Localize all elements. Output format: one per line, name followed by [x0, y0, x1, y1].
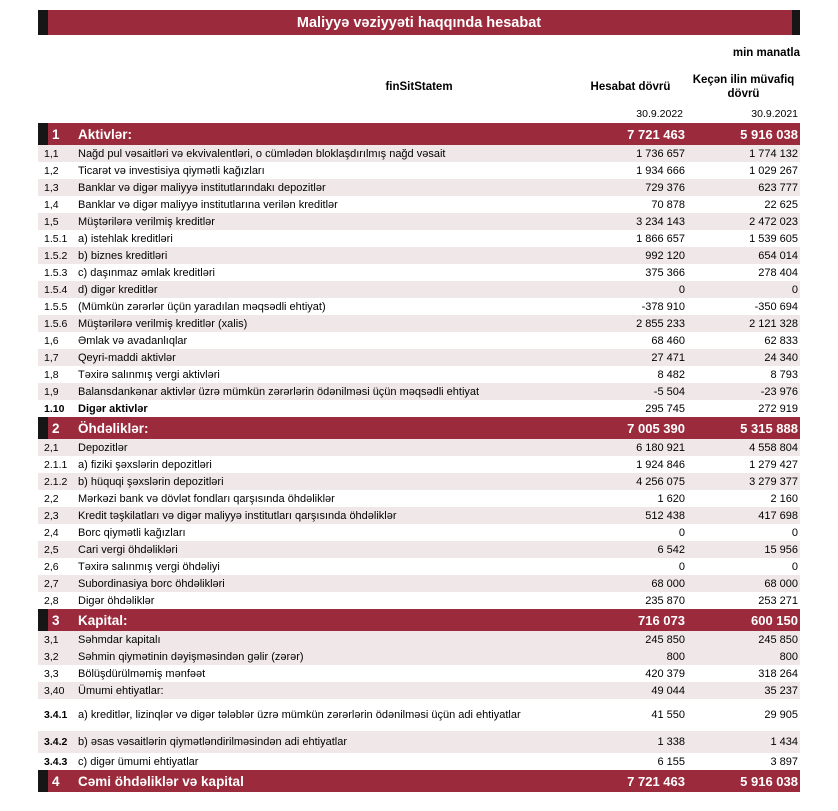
section-total-current: 7 005 390	[627, 420, 685, 436]
section-header-4	[38, 770, 800, 792]
table-row-1,7	[38, 349, 800, 366]
row-value-current: -5 504	[653, 385, 685, 398]
row-number: 3.4.2	[44, 736, 68, 748]
row-value-prior: 623 777	[758, 181, 798, 194]
row-value-current: 70 878	[651, 198, 685, 211]
row-value-current: 6 542	[657, 543, 685, 556]
row-number: 2.1.2	[44, 475, 68, 488]
section-total-prior: 5 315 888	[740, 420, 798, 436]
row-label: Nağd pul vəsaitləri və ekvivalentləri, o cümlədən bloklaşdırılmış nağd vəsait	[78, 147, 446, 160]
report-title: Maliyyə vəziyyəti haqqında hesabat	[296, 14, 542, 31]
row-number: 3,3	[44, 667, 59, 680]
row-value-prior: 245 850	[758, 633, 798, 646]
table-row-2,2	[38, 490, 800, 507]
row-label: c) digər ümumi ehtiyatlar	[78, 755, 199, 768]
section-total-current: 716 073	[638, 612, 685, 628]
form-code: finSitStatem	[385, 81, 453, 93]
row-value-prior: 1 279 427	[749, 458, 798, 471]
row-number: 1,4	[44, 198, 59, 211]
section-total-prior: 600 150	[751, 612, 798, 628]
row-number: 3,2	[44, 650, 59, 663]
row-value-current: 1 620	[657, 492, 685, 505]
row-number: 1,6	[44, 334, 59, 347]
row-value-prior: 0	[791, 526, 798, 539]
table-row-3.4.3	[38, 753, 800, 770]
row-value-prior: 0	[791, 283, 798, 296]
row-number: 3,1	[44, 633, 59, 646]
row-value-prior: 15 956	[764, 543, 798, 556]
row-number: 1.5.3	[44, 266, 68, 279]
row-label: Ticarət və investisiya qiymətli kağızları	[78, 164, 265, 177]
row-label: Ümumi ehtiyatlar:	[78, 684, 164, 697]
row-number: 2,3	[44, 509, 59, 522]
row-number: 2,2	[44, 492, 59, 505]
table-row-3.4.2	[38, 731, 800, 753]
row-number: 3,40	[44, 684, 65, 697]
row-number: 1.5.6	[44, 317, 68, 330]
row-value-prior: 2 472 023	[749, 215, 798, 228]
row-value-prior: 654 014	[758, 249, 798, 262]
table-row-1,9	[38, 383, 800, 400]
table-row-2,6	[38, 558, 800, 575]
section-header-3	[38, 609, 800, 631]
row-value-prior: 417 698	[758, 509, 798, 522]
table-row-1.5.1	[38, 230, 800, 247]
row-label: Balansdankənar aktivlər üzrə mümkün zərərlərin ödənilməsi üçün məqsədli ehtiyat	[78, 385, 480, 398]
row-value-current: 2 855 233	[636, 317, 685, 330]
section-header-1	[38, 123, 800, 145]
row-value-current: 245 850	[645, 633, 685, 646]
section-header-2	[38, 417, 800, 439]
row-number: 2,4	[44, 526, 59, 539]
row-value-current: 1 736 657	[636, 147, 685, 160]
row-value-current: 68 000	[651, 577, 685, 590]
table-row-2,5	[38, 541, 800, 558]
row-value-current: 1 866 657	[636, 232, 685, 245]
row-number: 1,8	[44, 368, 59, 381]
row-number: 1,1	[44, 147, 59, 160]
row-value-prior: 29 905	[764, 709, 798, 721]
row-number: 3.4.3	[44, 755, 68, 768]
row-value-prior: 3 279 377	[749, 475, 798, 488]
row-number: 1.5.2	[44, 249, 68, 262]
row-label: Qeyri-maddi aktivlər	[78, 351, 176, 364]
section-title: Cəmi öhdəliklər və kapital	[78, 773, 244, 789]
row-label: Müştərilərə verilmiş kreditlər	[78, 215, 215, 228]
section-total-current: 7 721 463	[627, 773, 685, 789]
report-title-bar	[38, 10, 800, 35]
row-value-current: 6 180 921	[636, 441, 685, 454]
row-number: 2,6	[44, 560, 59, 573]
row-value-current: 295 745	[645, 402, 685, 415]
table-row-3,1	[38, 631, 800, 648]
row-value-current: 235 870	[645, 594, 685, 607]
row-value-current: 49 044	[651, 684, 685, 697]
row-number: 1.5.1	[44, 232, 68, 245]
table-row-1.5.5	[38, 298, 800, 315]
row-value-current: 1 934 666	[636, 164, 685, 177]
row-value-prior: 8 793	[770, 368, 798, 381]
row-value-prior: 318 264	[758, 667, 798, 680]
row-value-current: 1 338	[657, 736, 685, 748]
table-row-2,1	[38, 439, 800, 456]
row-value-current: 68 460	[651, 334, 685, 347]
row-value-current: -378 910	[641, 300, 685, 313]
section-title: Kapital:	[78, 612, 128, 628]
row-label: Banklar və digər maliyyə institutlarına verilən kreditlər	[78, 198, 338, 211]
section-number: 1	[52, 126, 60, 142]
row-value-current: 0	[678, 283, 685, 296]
row-label: Müştərilərə verilmiş kreditlər (xalis)	[78, 317, 248, 330]
row-value-current: 729 376	[645, 181, 685, 194]
section-number: 2	[52, 420, 60, 436]
row-number: 1,7	[44, 351, 59, 364]
row-number: 2,5	[44, 543, 59, 556]
table-row-1,1	[38, 145, 800, 162]
unit-label: min manatla	[732, 47, 800, 59]
row-label: b) hüquqi şəxslərin depozitləri	[78, 475, 224, 488]
row-label: Banklar və digər maliyyə institutlarındakı depozitlər	[78, 181, 326, 194]
row-label: Təxirə salınmış vergi öhdəliyi	[78, 560, 220, 573]
section-title: Öhdəliklər:	[78, 420, 149, 436]
row-value-current: 512 438	[645, 509, 685, 522]
row-value-prior: 253 271	[758, 594, 798, 607]
table-row-1.10	[38, 400, 800, 417]
row-number: 1,5	[44, 215, 59, 228]
row-number: 2,7	[44, 577, 59, 590]
row-number: 1,2	[44, 164, 59, 177]
row-label: Digər öhdəliklər	[78, 594, 155, 607]
table-row-2.1.2	[38, 473, 800, 490]
row-label: Mərkəzi bank və dövlət fondları qarşısında öhdəliklər	[78, 492, 335, 505]
section-title: Aktivlər:	[78, 126, 133, 142]
row-label: Borc qiymətli kağızları	[78, 526, 186, 539]
current-period-date: 30.9.2022	[636, 108, 683, 120]
row-number: 3.4.1	[44, 709, 68, 721]
table-row-2,4	[38, 524, 800, 541]
row-label: Təxirə salınmış vergi aktivləri	[78, 368, 220, 381]
table-row-2,8	[38, 592, 800, 609]
row-number: 1,9	[44, 385, 59, 398]
row-number: 2,8	[44, 594, 59, 607]
section-total-prior: 5 916 038	[740, 126, 798, 142]
row-value-current: 41 550	[651, 709, 685, 721]
table-row-1,6	[38, 332, 800, 349]
row-value-prior: 1 774 132	[749, 147, 798, 160]
row-label: Səhmin qiymətinin dəyişməsindən gəlir (zərər)	[78, 650, 304, 663]
row-value-prior: 0	[791, 560, 798, 573]
table-row-2.1.1	[38, 456, 800, 473]
row-value-prior: 1 029 267	[749, 164, 798, 177]
row-value-current: 3 234 143	[636, 215, 685, 228]
row-number: 1.5.5	[44, 300, 68, 313]
row-value-prior: -350 694	[754, 300, 798, 313]
table-row-3,2	[38, 648, 800, 665]
row-value-prior: 35 237	[764, 684, 798, 697]
row-value-prior: 4 558 804	[749, 441, 798, 454]
row-value-prior: 3 897	[770, 755, 798, 768]
row-value-prior: -23 976	[760, 385, 798, 398]
row-label: b) biznes kreditləri	[78, 249, 168, 262]
row-value-current: 1 924 846	[636, 458, 685, 471]
row-label: Kredit təşkilatları və digər maliyyə institutları qarşısında öhdəliklər	[78, 509, 397, 522]
table-row-3,40	[38, 682, 800, 699]
section-total-current: 7 721 463	[627, 126, 685, 142]
row-label: a) fiziki şəxslərin depozitləri	[78, 458, 212, 471]
table-row-1.5.4	[38, 281, 800, 298]
row-label: Subordinasiya borc öhdəlikləri	[78, 577, 225, 590]
row-value-prior: 24 340	[764, 351, 798, 364]
row-value-prior: 2 121 328	[749, 317, 798, 330]
row-label: b) əsas vəsaitlərin qiymətləndirilməsindən adi ehtiyatlar	[78, 736, 348, 748]
table-row-1,8	[38, 366, 800, 383]
table-row-1.5.2	[38, 247, 800, 264]
row-label: Bölüşdürülməmiş mənfəət	[78, 667, 206, 680]
row-value-current: 0	[678, 526, 685, 539]
row-number: 1.10	[44, 402, 65, 415]
row-value-prior: 1 539 605	[749, 232, 798, 245]
table-row-1.5.3	[38, 264, 800, 281]
row-label: Depozitlər	[78, 441, 128, 454]
row-value-current: 0	[678, 560, 685, 573]
table-row-2,3	[38, 507, 800, 524]
row-value-prior: 62 833	[764, 334, 798, 347]
row-number: 2.1.1	[44, 458, 68, 471]
table-row-1,3	[38, 179, 800, 196]
table-row-1,2	[38, 162, 800, 179]
row-label: d) digər kreditlər	[78, 283, 158, 296]
table-row-1,5	[38, 213, 800, 230]
row-value-prior: 278 404	[758, 266, 798, 279]
prior-period-header: Keçən ilin müvafiq dövrü	[692, 73, 795, 100]
column-header-row	[38, 66, 800, 108]
section-number: 3	[52, 612, 60, 628]
row-value-prior: 2 160	[770, 492, 798, 505]
row-value-current: 992 120	[645, 249, 685, 262]
row-value-prior: 800	[779, 650, 798, 663]
row-value-prior: 1 434	[770, 736, 798, 748]
row-label: (Mümkün zərərlər üçün yaradılan məqsədli ehtiyat)	[78, 300, 326, 313]
row-number: 2,1	[44, 441, 59, 454]
current-period-header: Hesabat dövrü	[590, 80, 671, 93]
table-row-3.4.1	[38, 699, 800, 731]
row-label: Cari vergi öhdəlikləri	[78, 543, 178, 556]
row-value-prior: 22 625	[764, 198, 798, 211]
table-row-3,3	[38, 665, 800, 682]
row-label: c) daşınmaz əmlak kreditləri	[78, 266, 215, 279]
row-value-current: 800	[666, 650, 685, 663]
row-label: a) kreditlər, lizinqlər və digər tələblər üzrə mümkün zərərlərin ödənilməsi üçün adi ehtiyatlar	[78, 709, 521, 721]
row-number: 1,3	[44, 181, 59, 194]
row-number: 1.5.4	[44, 283, 68, 296]
date-row	[38, 108, 800, 123]
row-label: a) istehlak kreditləri	[78, 232, 173, 245]
table-row-1,4	[38, 196, 800, 213]
table-row-2,7	[38, 575, 800, 592]
row-label: Digər aktivlər	[78, 402, 148, 415]
row-value-prior: 68 000	[764, 577, 798, 590]
section-total-prior: 5 916 038	[740, 773, 798, 789]
row-value-current: 8 482	[657, 368, 685, 381]
table-body	[38, 123, 800, 792]
unit-row	[38, 47, 800, 62]
row-value-current: 27 471	[651, 351, 685, 364]
row-label: Səhmdar kapitalı	[78, 633, 161, 646]
row-value-current: 375 366	[645, 266, 685, 279]
section-number: 4	[52, 773, 60, 789]
table-row-1.5.6	[38, 315, 800, 332]
row-value-prior: 272 919	[758, 402, 798, 415]
row-value-current: 420 379	[645, 667, 685, 680]
prior-period-date: 30.9.2021	[751, 108, 798, 120]
row-value-current: 6 155	[657, 755, 685, 768]
row-label: Əmlak və avadanlıqlar	[78, 334, 188, 347]
row-value-current: 4 256 075	[636, 475, 685, 488]
